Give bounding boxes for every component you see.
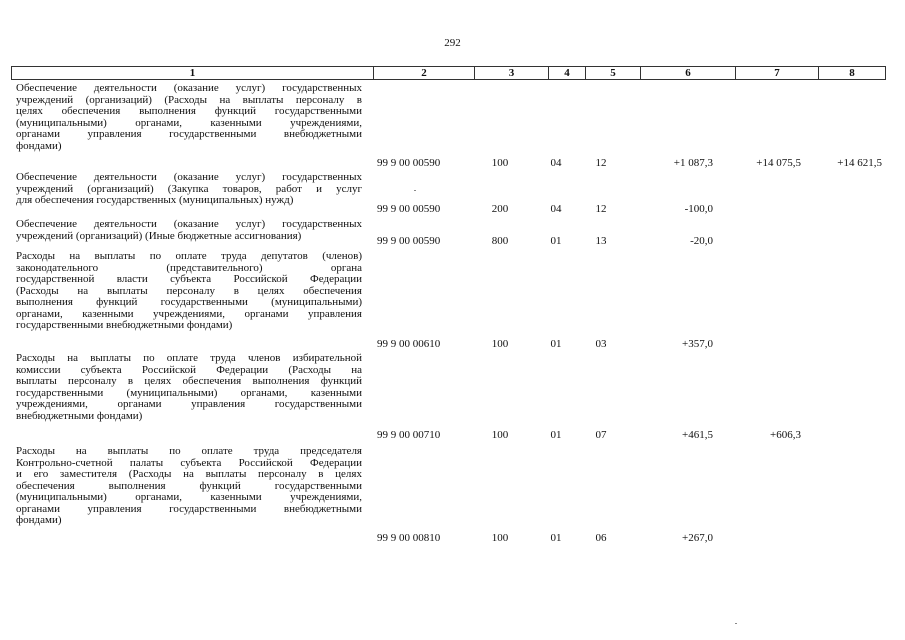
col-header-6: 6 [640,67,735,79]
cell-rz: 01 [550,338,562,350]
cell-vr: 100 [491,429,509,441]
cell-pr: 03 [595,338,607,350]
col-header-4: 4 [548,67,585,79]
col-header-1: 1 [189,67,196,79]
row-description: Расходы на выплаты по оплате труда членов избирательной комиссии субъекта Российской Федерации (Расходы на выплаты персоналу в целях обеспечения выполнения функций государственными (муниципальными) органами, казенными учреждениями, органами управления государственными внебюджетными фондами) [16,352,362,422]
cell-rz: 04 [550,203,562,215]
row-description: Обеспечение деятельности (оказание услуг) государственных учреждений (организаций) (Иные бюджетные ассигнования) [16,218,362,242]
row-description: Обеспечение деятельности (оказание услуг) государственных учреждений (организаций) (Закупка товаров, работ и услуг для обеспечения государственных (муниципальных) нужд) [16,171,362,206]
cell-pr: 07 [595,429,607,441]
cell-rz: 01 [550,532,562,544]
cell-col6: +267,0 [682,532,713,544]
col-header-3: 3 [474,67,548,79]
page-number: 292 [444,37,461,49]
cell-vr: 800 [491,235,509,247]
scan-speck [414,190,416,191]
cell-pr: 13 [595,235,607,247]
cell-col6: -20,0 [690,235,713,247]
cell-vr: 100 [491,338,509,350]
cell-code: 99 9 00 00590 [377,235,441,247]
cell-pr: 06 [595,532,607,544]
cell-rz: 01 [550,429,562,441]
col-header-5: 5 [585,67,640,79]
cell-pr: 12 [595,203,607,215]
cell-code: 99 9 00 00710 [377,429,441,441]
cell-rz: 04 [550,157,562,169]
cell-rz: 01 [550,235,562,247]
cell-code: 99 9 00 00610 [377,338,441,350]
col-header-7: 7 [735,67,818,79]
row-description: Расходы на выплаты по оплате труда председателя Контрольно-счетной палаты субъекта Российской Федерации и его заместителя (Расходы на выплаты персоналу в целях обеспечения выполнения функций государственными (муниципальными) органами, казенными учреждениями, органами управления государственными внебюджетными фондами) [16,445,362,526]
row-description: Обеспечение деятельности (оказание услуг) государственных учреждений (организаций) (Расходы на выплаты персоналу в целях обеспечения выполнения функций государственными (муниципальными) органами, казенными учреждениями, органами управления государственными внебюджетными фондами) [16,82,362,152]
cell-pr: 12 [595,157,607,169]
cell-col6: +357,0 [682,338,713,350]
cell-col6: +461,5 [682,429,713,441]
cell-col7: +606,3 [770,429,801,441]
table-header [11,66,886,80]
cell-col6: -100,0 [684,203,713,215]
col-header-8: 8 [818,67,885,79]
cell-code: 99 9 00 00590 [377,203,441,215]
cell-vr: 100 [491,157,509,169]
col-header-2: 2 [373,67,474,79]
cell-code: 99 9 00 00590 [377,157,441,169]
cell-vr: 200 [491,203,509,215]
cell-code: 99 9 00 00810 [377,532,441,544]
cell-col7: +14 075,5 [756,157,801,169]
row-description: Расходы на выплаты по оплате труда депутатов (членов) законодательного (представительного) органа государственной власти субъекта Российской Федерации (Расходы на выплаты персоналу в целях обеспечения выполнения функций государственными (муниципальными) органами, казенными учреждениями, органами управления государственными внебюджетными фондами) [16,250,362,331]
cell-col6: +1 087,3 [673,157,713,169]
scan-speck [735,623,737,624]
cell-vr: 100 [491,532,509,544]
cell-col8: +14 621,5 [837,157,882,169]
